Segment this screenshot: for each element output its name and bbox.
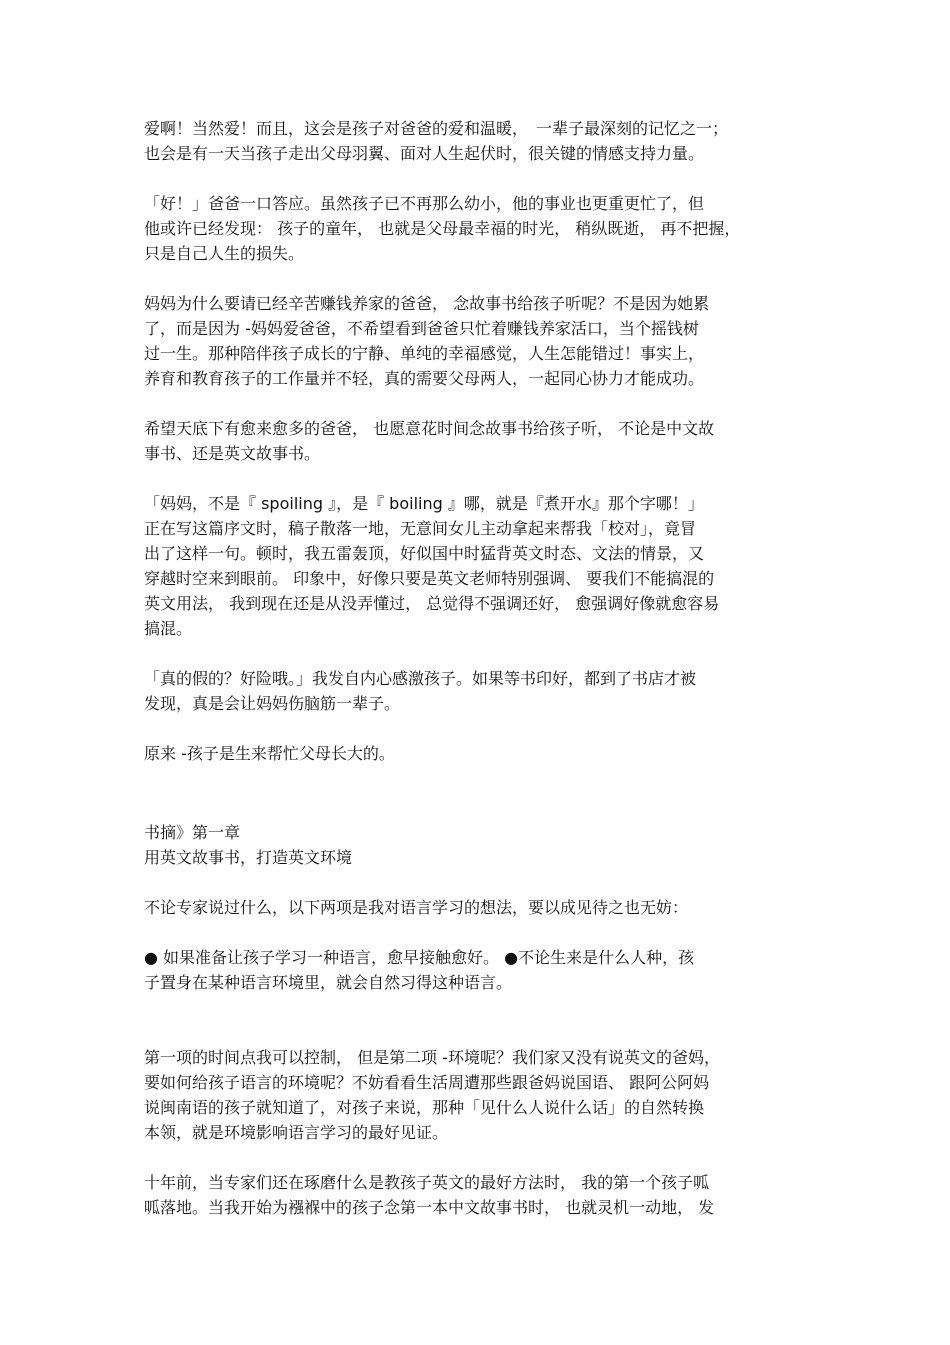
paragraph-dad-agrees — [144, 191, 824, 266]
paragraph-conclusion — [144, 741, 824, 766]
text-line: 穿越时空来到眼前。 印象中，好像只要是英文老师特别强调、 要我们不能搞混的 — [144, 569, 715, 588]
chapter-heading — [144, 820, 824, 870]
text-line: 正在写这篇序文时，稿子散落一地，无意间女儿主动拿起来帮我「校对」，竟冒 — [144, 519, 697, 538]
text-line: 妈妈为什么要请已经辛苦赚钱养家的爸爸， 念故事书给孩子听呢？不是因为她累 — [144, 294, 710, 313]
text-line: 也会是有一天当孩子走出父母羽翼、面对人生起伏时，很关键的情感支持力量。 — [144, 144, 705, 163]
chapter-label: 书摘》第一章 — [144, 823, 241, 842]
paragraph-grateful — [144, 666, 824, 716]
text-line: 不论专家说过什么，以下两项是我对语言学习的想法，要以成见待之也无妨： — [144, 898, 689, 917]
text-line: 本领，就是环境影响语言学习的最好见证。 — [144, 1123, 449, 1142]
text-line: 事书、还是英文故事书。 — [144, 444, 321, 463]
text-line: 出了这样一句。顿时，我五雷轰顶，好似国中时猛背英文时态、文法的情景，又 — [144, 544, 705, 563]
text-line: 过一生。那种陪伴孩子成长的宁静、单纯的幸福感觉，人生怎能错过！事实上， — [144, 344, 705, 363]
text-line: 只是自己人生的损失。 — [144, 244, 305, 263]
text-line: 「好！」爸爸一口答应。虽然孩子已不再那么幼小，他的事业也更重更忙了，但 — [144, 194, 705, 213]
text-line: 爱啊！当然爱！而且，这会是孩子对爸爸的爱和温暖， 一辈子最深刻的记忆之一； — [144, 119, 729, 138]
paragraph-dad-love — [144, 116, 824, 166]
text-line: 「妈妈，不是『 spoiling 』，是『 boiling 』哪，就是『煮开水』那个字哪！」 — [144, 494, 704, 513]
paragraph-bullets — [144, 945, 824, 995]
text-line: 「真的假的？好险哦。」我发自内心感激孩子。如果等书印好，都到了书店才被 — [144, 669, 697, 688]
text-line: 希望天底下有愈来愈多的爸爸， 也愿意花时间念故事书给孩子听， 不论是中文故 — [144, 419, 715, 438]
paragraph-intro — [144, 895, 824, 920]
paragraph-environment — [144, 1045, 824, 1145]
text-line: 原来 -孩子是生来帮忙父母长大的。 — [144, 744, 395, 763]
text-line: 说闽南语的孩子就知道了，对孩子来说，那种「见什么人说什么话」的自然转换 — [144, 1098, 705, 1117]
paragraph-why-dad-reads — [144, 291, 824, 391]
text-line: 第一项的时间点我可以控制， 但是第二项 -环境呢？我们家又没有说英文的爸妈， — [144, 1048, 720, 1067]
paragraph-hope — [144, 416, 824, 466]
text-line: 英文用法， 我到现在还是从没弄懂过， 总觉得不强调还好， 愈强调好像就愈容易 — [144, 594, 720, 613]
text-line: 发现，真是会让妈妈伤脑筋一辈子。 — [144, 694, 401, 713]
text-line: ● 如果准备让孩子学习一种语言，愈早接触愈好。 ●不论生来是什么人种，孩 — [144, 948, 695, 967]
paragraph-boiling — [144, 491, 824, 641]
text-line: 搞混。 — [144, 619, 193, 638]
chapter-title: 用英文故事书，打造英文环境 — [144, 848, 353, 867]
paragraph-ten-years-ago — [144, 1170, 824, 1220]
text-line: 子置身在某种语言环境里，就会自然习得这种语言。 — [144, 973, 513, 992]
text-line: 十年前，当专家们还在琢磨什么是教孩子英文的最好方法时， 我的第一个孩子呱 — [144, 1173, 710, 1192]
document-body — [144, 116, 824, 1220]
text-line: 呱落地。当我开始为襁褓中的孩子念第一本中文故事书时， 也就灵机一动地， 发 — [144, 1198, 715, 1217]
text-line: 了，而是因为 -妈妈爱爸爸，不希望看到爸爸只忙着赚钱养家活口，当个摇钱树 — [144, 319, 699, 338]
text-line: 他或许已经发现： 孩子的童年， 也就是父母最幸福的时光， 稍纵既逝， 再不把握， — [144, 219, 741, 238]
text-line: 养育和教育孩子的工作量并不轻，真的需要父母两人，一起同心协力才能成功。 — [144, 369, 705, 388]
text-line: 要如何给孩子语言的环境呢？不妨看看生活周遭那些跟爸妈说国语、 跟阿公阿妈 — [144, 1073, 710, 1092]
